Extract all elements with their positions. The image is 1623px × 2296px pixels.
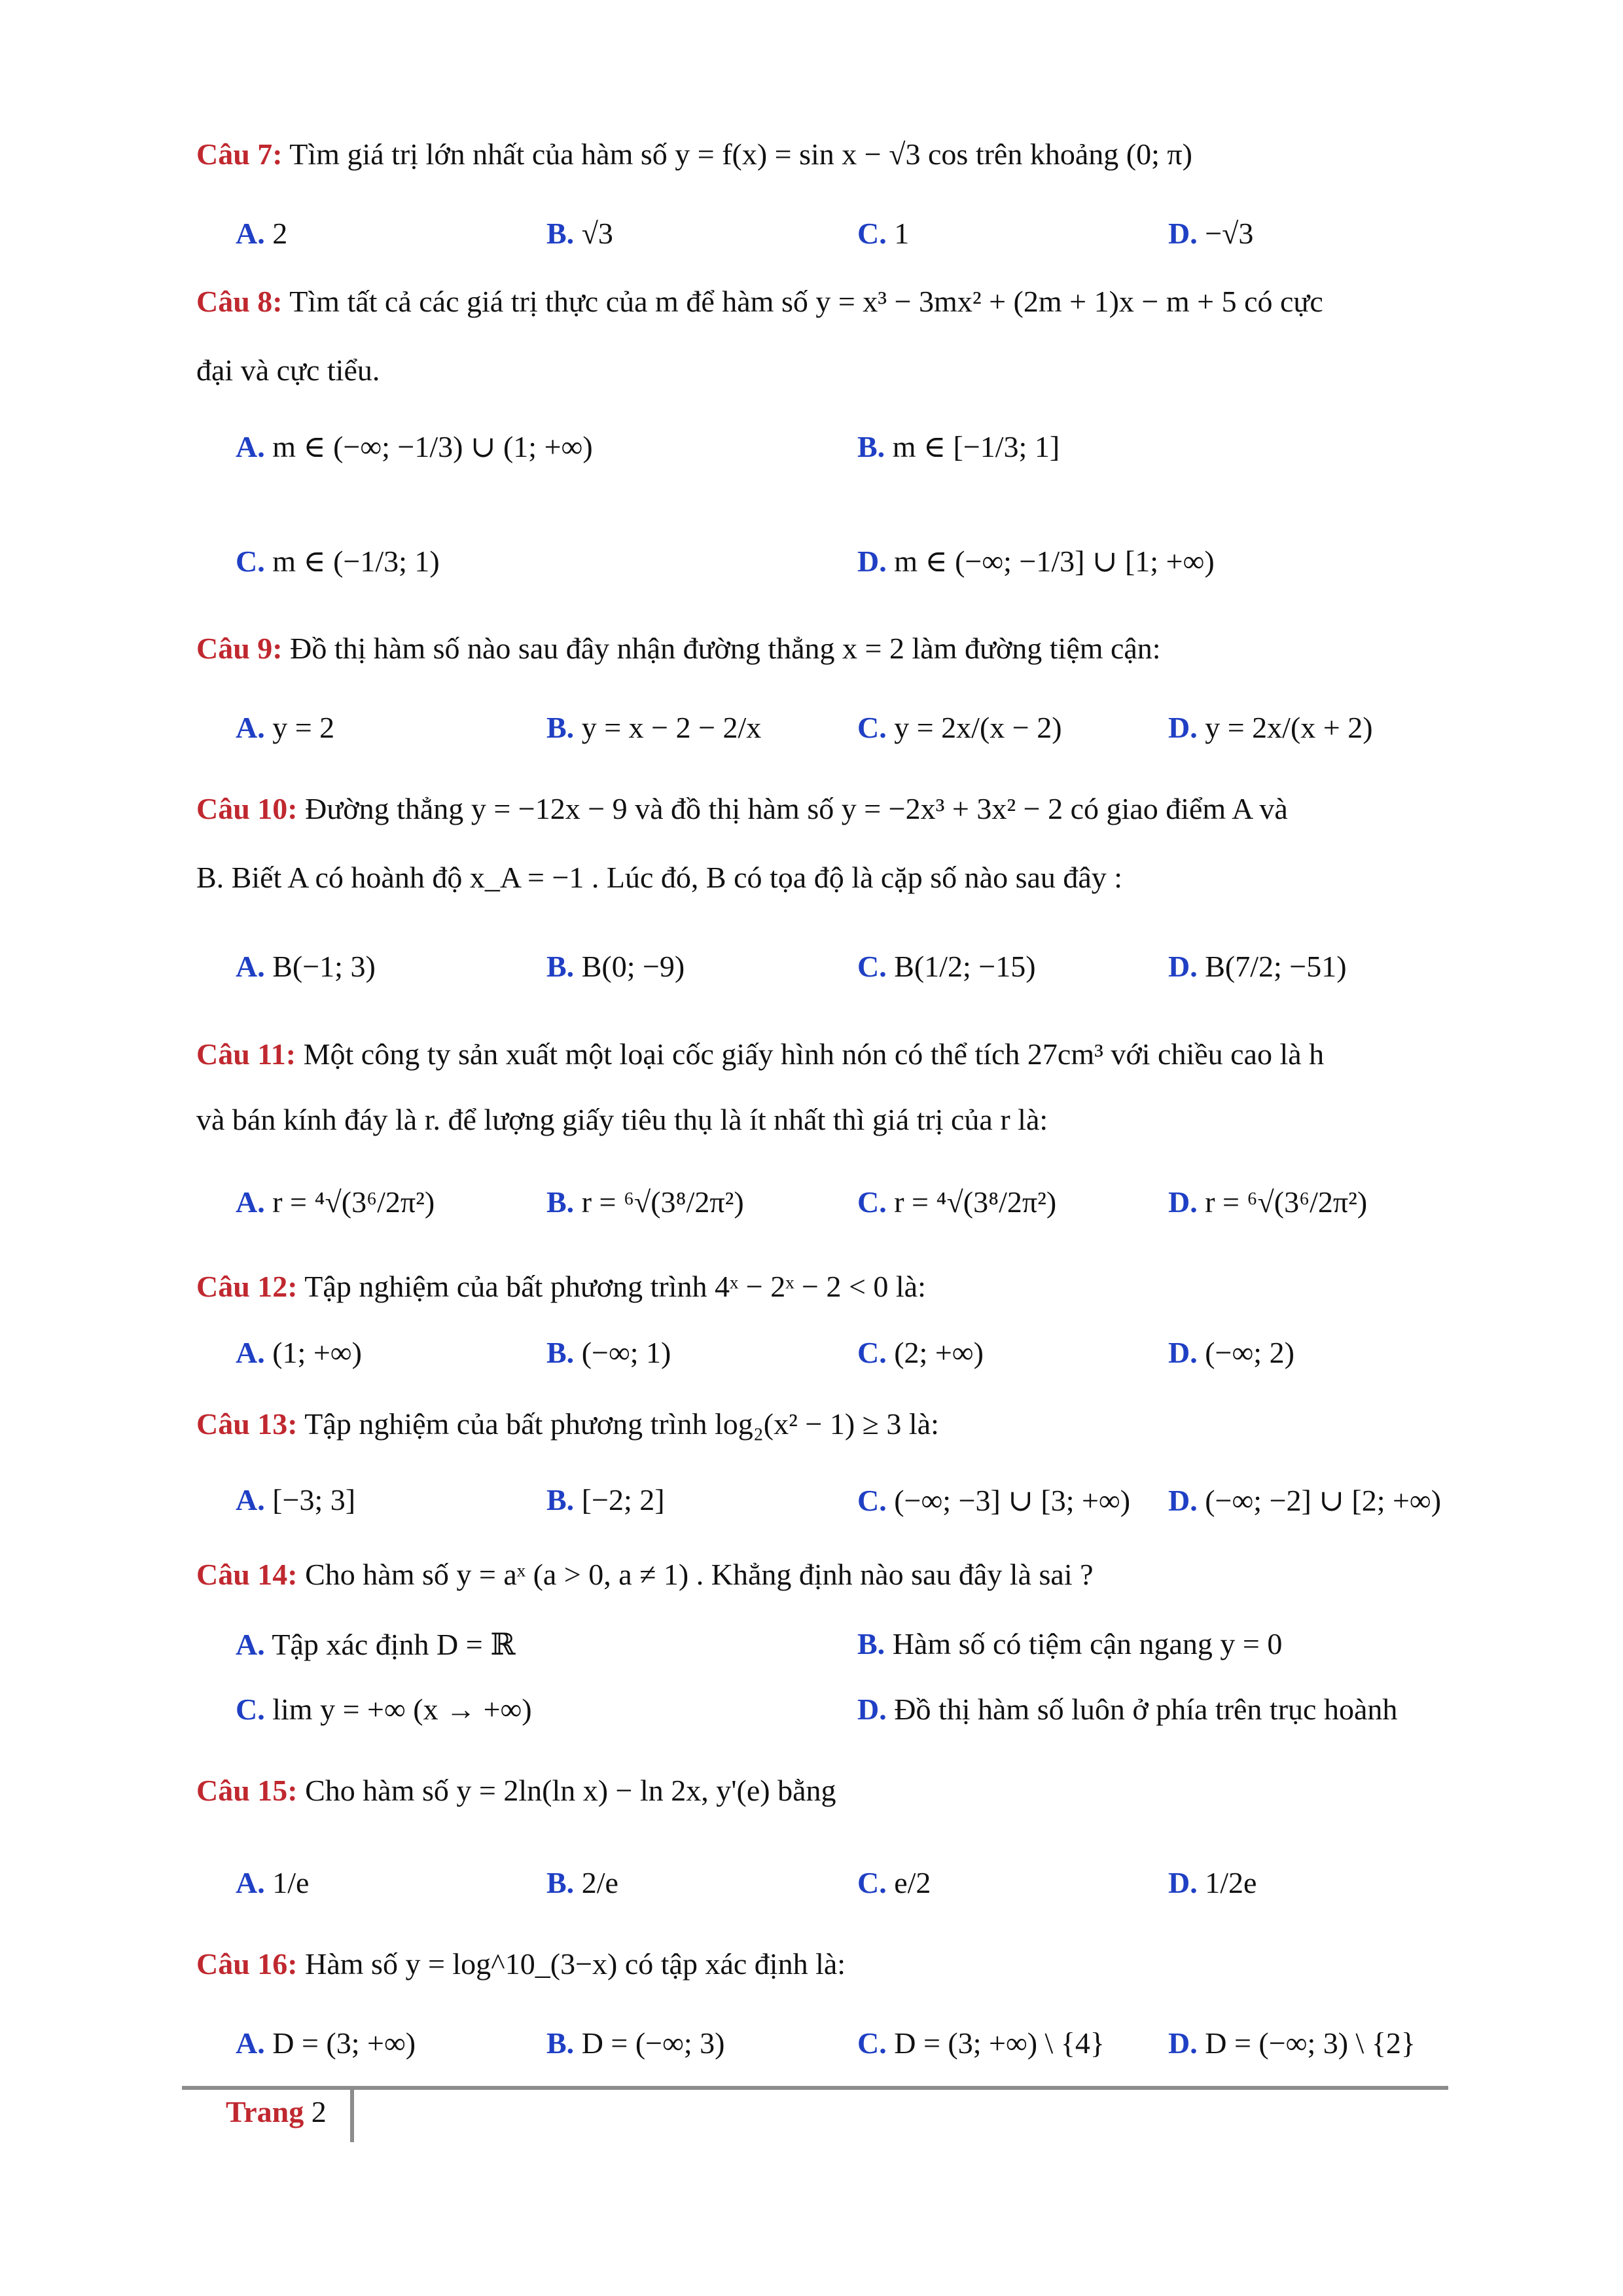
option-c[interactable] (857, 1482, 1130, 1518)
option-a[interactable] (236, 1185, 435, 1219)
question-11 (196, 1037, 1440, 1072)
option-value: m ∈ (−∞; −1/3] ∪ [1; +∞) (894, 545, 1215, 578)
question-text: . Khẳng định nào sau đây là sai ? (696, 1558, 1094, 1591)
option-value: m ∈ [−1/3; 1] (892, 430, 1060, 463)
math-expression: y = −2x³ + 3x² − 2 (841, 792, 1063, 825)
option-d[interactable] (1168, 710, 1373, 745)
question-8-line2: đại và cực tiểu. (196, 353, 380, 387)
question-10-line2 (196, 861, 1440, 895)
question-text: Một công ty sản xuất một loại cốc giấy hình nón có thể tích 27cm³ với chiều cao là h (303, 1037, 1325, 1071)
math-expression: y = −12x − 9 (471, 792, 628, 825)
question-text: Tập nghiệm của bất phương trình (304, 1407, 715, 1441)
option-value: (−∞; 2) (1205, 1336, 1294, 1369)
option-letter: D. (857, 545, 887, 578)
option-value: Đồ thị hàm số luôn ở phía trên trục hoành (894, 1693, 1398, 1726)
option-letter: A. (236, 711, 265, 744)
math-expression: log₂(x² − 1) ≥ 3 (714, 1407, 902, 1441)
option-b[interactable] (546, 710, 761, 745)
option-b[interactable] (546, 1482, 665, 1517)
question-label: Câu 12: (196, 1270, 298, 1303)
option-b[interactable] (546, 1185, 744, 1219)
option-c[interactable] (857, 1865, 931, 1900)
option-a[interactable] (236, 949, 376, 984)
option-a[interactable] (236, 1482, 355, 1517)
option-letter: D. (1168, 711, 1198, 744)
question-text: Đồ thị hàm số nào sau đây nhận đường thẳng (290, 632, 843, 665)
option-a[interactable] (236, 710, 334, 745)
option-letter: A. (236, 1483, 265, 1516)
option-value: D = (3; +∞) (272, 2026, 416, 2060)
question-text: làm đường tiệm cận: (912, 632, 1161, 665)
option-letter: D. (1168, 2026, 1198, 2060)
math-expression: y = f(x) = sin x − √3 cos (675, 137, 969, 171)
option-a[interactable] (236, 1626, 515, 1662)
option-value: √3 (581, 217, 613, 250)
option-c[interactable] (236, 1692, 532, 1727)
option-a[interactable] (236, 216, 287, 251)
option-d[interactable] (1168, 2026, 1416, 2060)
question-text: Tìm tất cả các giá trị thực của m để hàm số (289, 285, 816, 318)
option-letter: C. (857, 711, 887, 744)
option-letter: B. (546, 217, 575, 250)
math-expression: y = x³ − 3mx² + (2m + 1)x − m + 5 (815, 285, 1237, 318)
option-letter: D. (1168, 1336, 1198, 1369)
question-text: bằng (777, 1774, 836, 1807)
question-8 (196, 285, 1440, 319)
question-text: là: (908, 1407, 939, 1441)
option-letter: B. (546, 1185, 575, 1219)
option-value: lim y = +∞ (x → +∞) (272, 1693, 532, 1726)
question-12 (196, 1270, 1440, 1304)
question-14 (196, 1558, 1440, 1592)
option-letter: A. (236, 1628, 265, 1661)
question-9 (196, 632, 1440, 666)
option-value: −√3 (1205, 217, 1254, 250)
question-label: Câu 8: (196, 285, 283, 318)
option-c[interactable] (857, 1335, 984, 1370)
option-value: 1 (894, 217, 910, 250)
option-value: 2/e (581, 1866, 618, 1899)
question-text: Hàm số (305, 1947, 406, 1981)
option-letter: D. (857, 1693, 887, 1726)
math-expression: y = log^10_(3−x) (405, 1947, 618, 1981)
option-d[interactable] (1168, 1482, 1441, 1518)
question-text: B. Biết A có hoành độ (196, 861, 470, 894)
option-value: B(0; −9) (581, 950, 685, 983)
option-c[interactable] (857, 2026, 1105, 2060)
question-text: Tìm giá trị lớn nhất của hàm số (289, 137, 675, 171)
option-c[interactable] (857, 1185, 1056, 1219)
option-letter: A. (236, 430, 265, 463)
question-text: Cho hàm số (305, 1774, 457, 1807)
footer-rule (182, 2086, 1448, 2090)
option-value: y = 2x/(x + 2) (1205, 711, 1373, 744)
math-interval: (0; π) (1126, 137, 1192, 171)
option-letter: C. (857, 950, 887, 983)
option-letter: B. (546, 711, 575, 744)
option-letter: C. (236, 545, 265, 578)
question-text: và đồ thị hàm số (635, 792, 842, 825)
math-expression: y = 2ln(ln x) − ln 2x, y'(e) (456, 1774, 770, 1807)
option-d[interactable] (857, 1692, 1397, 1727)
question-15 (196, 1774, 1440, 1808)
option-d[interactable] (1168, 1335, 1294, 1370)
option-letter: C. (857, 1336, 887, 1369)
option-letter: B. (857, 430, 885, 463)
math-expression: y = aˣ (a > 0, a ≠ 1) (456, 1558, 689, 1591)
option-letter: B. (857, 1627, 885, 1660)
option-value: B(−1; 3) (272, 950, 376, 983)
option-d[interactable] (1168, 1185, 1367, 1219)
option-c[interactable] (857, 216, 909, 251)
question-text: Tập nghiệm của bất phương trình (304, 1270, 715, 1303)
footer-label: Trang (226, 2095, 304, 2128)
question-label: Câu 15: (196, 1774, 298, 1807)
option-value: B(1/2; −15) (894, 950, 1036, 983)
option-letter: C. (236, 1693, 265, 1726)
option-value: [−2; 2] (581, 1483, 665, 1516)
option-value: r = ⁴√(3⁸/2π²) (894, 1185, 1057, 1219)
question-label: Câu 7: (196, 137, 283, 171)
option-value: 1/2e (1205, 1866, 1257, 1899)
question-label: Câu 11: (196, 1037, 296, 1071)
question-label: Câu 10: (196, 792, 298, 825)
option-letter: A. (236, 1185, 265, 1219)
page-number: 2 (311, 2095, 327, 2128)
footer-divider (350, 2090, 354, 2142)
question-7 (196, 137, 1440, 172)
page-footer (226, 2094, 327, 2129)
option-a[interactable] (236, 2026, 416, 2060)
option-letter: D. (1168, 950, 1198, 983)
question-11-line2: và bán kính đáy là r. để lượng giấy tiêu thụ là ít nhất thì giá trị của r là: (196, 1103, 1048, 1136)
question-10 (196, 792, 1440, 827)
option-d[interactable] (857, 543, 1215, 579)
option-a[interactable] (236, 1865, 309, 1900)
option-letter: C. (857, 1866, 887, 1899)
option-value: Tập xác định D = ℝ (272, 1628, 516, 1661)
option-c[interactable] (236, 543, 440, 579)
question-text: có cực (1244, 285, 1323, 318)
question-text: trên khoảng (975, 137, 1126, 171)
math-expression: x = 2 (842, 632, 904, 665)
option-letter: A. (236, 1336, 265, 1369)
question-text: Cho hàm số (305, 1558, 457, 1591)
math-expression: x_A = −1 (469, 861, 584, 894)
option-a[interactable] (236, 1335, 362, 1370)
option-a[interactable] (236, 429, 593, 464)
option-letter: C. (857, 217, 887, 250)
option-value: Hàm số có tiệm cận ngang y = 0 (892, 1627, 1283, 1660)
option-c[interactable] (857, 710, 1062, 745)
question-label: Câu 14: (196, 1558, 298, 1591)
option-value: (2; +∞) (894, 1336, 984, 1369)
option-d[interactable] (1168, 949, 1347, 984)
option-letter: A. (236, 1866, 265, 1899)
question-16 (196, 1947, 1440, 1982)
option-value: e/2 (894, 1866, 931, 1899)
math-expression: 4ˣ − 2ˣ − 2 < 0 (714, 1270, 889, 1303)
option-letter: C. (857, 1484, 887, 1517)
option-letter: D. (1168, 217, 1198, 250)
option-value: 2 (272, 217, 288, 250)
question-13 (196, 1407, 1440, 1442)
option-value: [−3; 3] (272, 1483, 356, 1516)
option-value: B(7/2; −51) (1205, 950, 1347, 983)
option-d[interactable] (1168, 1865, 1257, 1900)
option-b[interactable] (546, 1335, 671, 1370)
option-value: y = 2x/(x − 2) (894, 711, 1062, 744)
option-letter: D. (1168, 1185, 1198, 1219)
option-value: (−∞; −2] ∪ [2; +∞) (1205, 1484, 1442, 1517)
question-label: Câu 9: (196, 632, 283, 665)
option-c[interactable] (857, 949, 1036, 984)
option-letter: B. (546, 950, 575, 983)
question-text: Đường thẳng (305, 792, 471, 825)
option-value: (−∞; −3] ∪ [3; +∞) (894, 1484, 1131, 1517)
option-b[interactable] (546, 1865, 618, 1900)
option-value: m ∈ (−1/3; 1) (272, 545, 440, 578)
option-letter: B. (546, 1336, 575, 1369)
question-text: có tập xác định là: (624, 1947, 846, 1981)
option-letter: A. (236, 217, 265, 250)
option-b[interactable] (546, 949, 685, 984)
option-value: r = ⁶√(3⁶/2π²) (1205, 1185, 1368, 1219)
option-value: D = (−∞; 3) (581, 2026, 725, 2060)
option-letter: A. (236, 2026, 265, 2060)
option-letter: C. (857, 1185, 887, 1219)
option-b[interactable] (857, 429, 1060, 464)
option-letter: B. (546, 2026, 575, 2060)
option-value: y = 2 (272, 711, 335, 744)
option-b[interactable] (546, 2026, 725, 2060)
option-value: r = ⁴√(3⁶/2π²) (272, 1185, 435, 1219)
option-value: (1; +∞) (272, 1336, 362, 1369)
option-d[interactable] (1168, 216, 1253, 251)
option-letter: B. (546, 1483, 575, 1516)
question-label: Câu 16: (196, 1947, 298, 1981)
option-value: 1/e (272, 1866, 310, 1899)
option-value: r = ⁶√(3⁸/2π²) (581, 1185, 744, 1219)
option-value: D = (3; +∞) \ {4} (894, 2026, 1105, 2060)
option-letter: C. (857, 2026, 887, 2060)
option-value: D = (−∞; 3) \ {2} (1205, 2026, 1416, 2060)
option-letter: D. (1168, 1484, 1198, 1517)
option-value: y = x − 2 − 2/x (581, 711, 762, 744)
option-b[interactable] (546, 216, 613, 251)
question-label: Câu 13: (196, 1407, 298, 1441)
option-letter: D. (1168, 1866, 1198, 1899)
option-value: m ∈ (−∞; −1/3) ∪ (1; +∞) (272, 430, 593, 463)
question-text: là: (895, 1270, 926, 1303)
option-letter: B. (546, 1866, 575, 1899)
question-text: có giao điểm A và (1070, 792, 1288, 825)
option-b[interactable] (857, 1626, 1282, 1661)
option-value: (−∞; 1) (581, 1336, 671, 1369)
option-letter: A. (236, 950, 265, 983)
question-text: . Lúc đó, B có tọa độ là cặp số nào sau đây : (591, 861, 1123, 894)
